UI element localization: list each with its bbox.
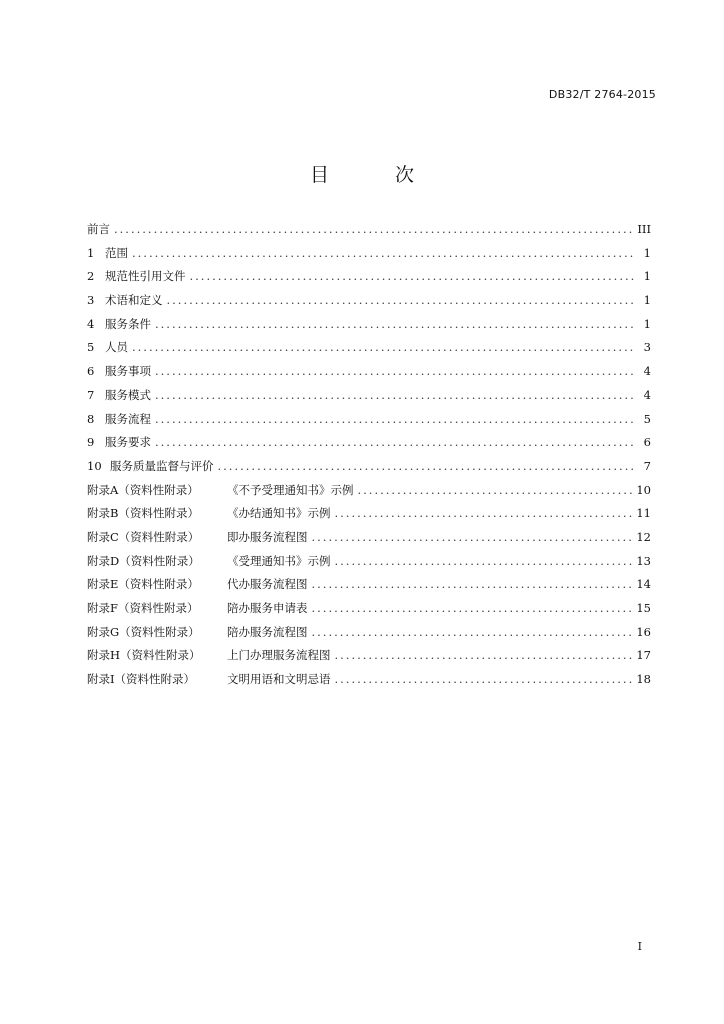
leader-dots xyxy=(167,289,636,313)
table-of-contents xyxy=(87,218,651,692)
toc-annex-entry[interactable] xyxy=(87,573,651,597)
leader-dots xyxy=(155,313,635,337)
leader-dots xyxy=(312,526,633,550)
toc-entry[interactable] xyxy=(87,265,651,289)
leader-dots xyxy=(335,644,633,668)
annex-label: 附录F（资料性附录） xyxy=(87,601,199,615)
toc-entry-page: 5 xyxy=(643,411,651,426)
toc-entry[interactable] xyxy=(87,242,651,266)
toc-entry-title: 规范性引用文件 xyxy=(105,269,186,284)
toc-entry-page: 1 xyxy=(643,245,651,260)
annex-label: 附录E（资料性附录） xyxy=(87,577,199,592)
toc-annex-entry[interactable] xyxy=(87,479,651,503)
toc-entry[interactable] xyxy=(87,336,651,360)
annex-title: 陪办服务申请表 xyxy=(227,601,308,615)
toc-entry-number: 4 xyxy=(87,316,95,331)
leader-dots xyxy=(312,573,633,597)
annex-label: 附录B（资料性附录） xyxy=(87,506,199,521)
toc-entry-title: 服务条件 xyxy=(105,316,151,331)
toc-entry-number: 3 xyxy=(87,293,95,308)
toc-entry-number: 1 xyxy=(87,245,95,260)
leader-dots xyxy=(312,597,633,621)
toc-entry-title: 范围 xyxy=(105,245,128,260)
leader-dots xyxy=(218,455,636,479)
toc-annex-entry[interactable] xyxy=(87,526,651,550)
leader-dots xyxy=(335,502,633,526)
toc-annex-entry[interactable] xyxy=(87,621,651,645)
toc-entry[interactable] xyxy=(87,384,651,408)
toc-entry-page: 4 xyxy=(643,387,651,402)
toc-entry-page: 1 xyxy=(643,293,651,308)
annex-label: 附录G（资料性附录） xyxy=(87,624,200,639)
toc-entry[interactable] xyxy=(87,360,651,384)
toc-entry-foreword[interactable] xyxy=(87,218,651,242)
annex-title: 上门办理服务流程图 xyxy=(227,648,331,663)
toc-entry-title: 服务模式 xyxy=(105,387,151,402)
annex-title: 代办服务流程图 xyxy=(227,577,308,592)
toc-entry-number: 7 xyxy=(87,387,95,402)
annex-label: 附录C（资料性附录） xyxy=(87,529,200,544)
toc-annex-entry[interactable] xyxy=(87,597,651,621)
leader-dots xyxy=(114,218,633,242)
toc-entry-number: 2 xyxy=(87,269,95,284)
toc-annex-entry[interactable] xyxy=(87,502,651,526)
toc-entry-number: 5 xyxy=(87,340,95,355)
toc-entry[interactable] xyxy=(87,455,651,479)
toc-annex-entry[interactable] xyxy=(87,668,651,692)
toc-entry[interactable] xyxy=(87,408,651,432)
annex-label: 附录A（资料性附录） xyxy=(87,482,199,497)
annex-label: 附录D（资料性附录） xyxy=(87,553,200,568)
leader-dots xyxy=(132,336,635,360)
annex-page: 12 xyxy=(636,529,651,544)
toc-entry-page: 3 xyxy=(643,340,651,355)
toc-entry-title: 服务事项 xyxy=(105,364,151,379)
leader-dots xyxy=(155,431,635,455)
toc-entry-title: 人员 xyxy=(105,340,128,355)
toc-entry-page: III xyxy=(637,222,651,236)
annex-title: 陪办服务流程图 xyxy=(227,624,308,639)
leader-dots xyxy=(312,621,633,645)
annex-title: 《办结通知书》示例 xyxy=(227,506,331,521)
toc-entry-number: 9 xyxy=(87,435,95,450)
toc-entry-title: 术语和定义 xyxy=(105,293,163,308)
leader-dots xyxy=(155,384,635,408)
toc-entry[interactable] xyxy=(87,431,651,455)
annex-page: 18 xyxy=(636,672,651,687)
leader-dots xyxy=(155,408,635,432)
toc-entry-title: 前言 xyxy=(87,222,110,236)
annex-title: 《不予受理通知书》示例 xyxy=(227,482,354,497)
toc-entry-number: 10 xyxy=(87,458,102,473)
annex-title: 即办服务流程图 xyxy=(227,529,308,544)
toc-entry[interactable] xyxy=(87,289,651,313)
toc-entry-page: 6 xyxy=(643,435,651,450)
annex-page: 16 xyxy=(636,624,651,639)
annex-page: 10 xyxy=(636,482,651,497)
standard-code: DB32/T 2764-2015 xyxy=(548,88,656,101)
leader-dots xyxy=(335,668,633,692)
annex-page: 15 xyxy=(636,601,651,615)
annex-title: 《受理通知书》示例 xyxy=(227,553,331,568)
toc-entry-number: 8 xyxy=(87,411,95,426)
toc-entry-title: 服务要求 xyxy=(105,435,151,450)
toc-entry-title: 服务质量监督与评价 xyxy=(110,458,214,473)
annex-page: 11 xyxy=(636,506,651,521)
annex-page: 13 xyxy=(636,553,651,568)
annex-title: 文明用语和文明忌语 xyxy=(227,672,331,687)
annex-label: 附录I（资料性附录） xyxy=(87,672,196,687)
annex-page: 17 xyxy=(636,648,651,663)
toc-entry-page: 1 xyxy=(643,269,651,284)
toc-entry-page: 4 xyxy=(643,364,651,379)
toc-annex-entry[interactable] xyxy=(87,550,651,574)
toc-entry-title: 服务流程 xyxy=(105,411,151,426)
toc-annex-entry[interactable] xyxy=(87,644,651,668)
leader-dots xyxy=(358,479,633,503)
toc-entry-page: 1 xyxy=(643,316,651,331)
leader-dots xyxy=(335,550,633,574)
annex-label: 附录H（资料性附录） xyxy=(87,648,201,663)
leader-dots xyxy=(132,242,635,266)
leader-dots xyxy=(155,360,635,384)
toc-entry[interactable] xyxy=(87,313,651,337)
footer-page-number: I xyxy=(637,940,642,953)
annex-page: 14 xyxy=(636,577,651,592)
page-title: 目 次 xyxy=(309,164,445,186)
toc-entry-number: 6 xyxy=(87,364,95,379)
toc-entry-page: 7 xyxy=(643,458,651,473)
leader-dots xyxy=(190,265,636,289)
